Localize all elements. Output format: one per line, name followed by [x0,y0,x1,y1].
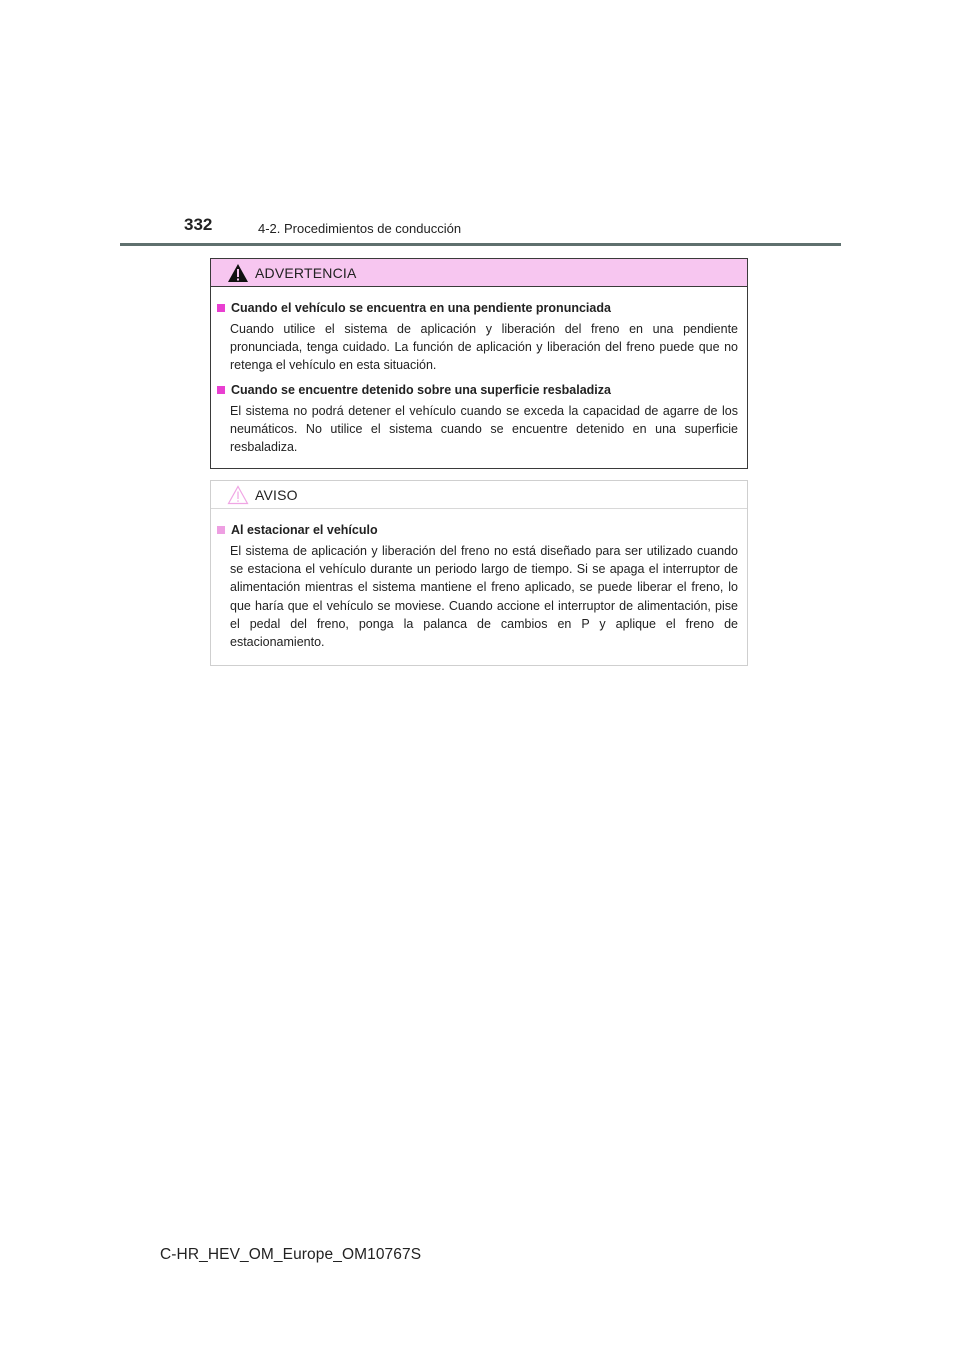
warning-box [210,258,748,469]
notice-body [211,509,747,651]
notice-label: AVISO [255,486,298,503]
warning-label: ADVERTENCIA [255,264,357,281]
notice-item-title: Al estacionar el vehículo [231,523,378,537]
notice-header [211,481,747,509]
notice-item-text: El sistema de aplicación y liberación del freno no está diseñado para ser utilizado cuando se estaciona el vehículo durante un periodo largo de tiempo. Si se apaga el interruptor de alimentación mientras el sistema mantiene el freno aplicado, se puede liberar el freno, lo que haría que el vehículo se moviese. Cuando accione el interruptor de alimentación, pise el pedal del freno, ponga la palanca de cambios en P y aplique el freno de estacionamiento. [230,544,738,650]
notice-item [217,521,738,651]
footer-doc-id: C-HR_HEV_OM_Europe_OM10767S [160,1246,422,1263]
warning-body [211,287,747,456]
header-rule [120,243,841,246]
square-bullet-icon [217,526,225,534]
square-bullet-icon [217,304,225,312]
warning-header [211,259,747,287]
warning-item [217,299,738,375]
square-bullet-icon [217,386,225,394]
warning-item-title: Cuando se encuentre detenido sobre una superficie resbaladiza [231,382,611,397]
page-number: 332 [184,215,213,234]
notice-box [210,480,748,666]
warning-item-text: El sistema no podrá detener el vehículo cuando se exceda la capacidad de agarre de los neumáticos. No utilice el sistema cuando se encuentre detenido en una superficie resbaladiza. [230,403,738,455]
section-title: 4-2. Procedimientos de conducción [258,221,462,236]
warning-item [217,381,738,457]
warning-triangle-icon [227,263,249,283]
warning-item-title: Cuando el vehículo se encuentra en una pendiente pronunciada [231,301,611,315]
caution-triangle-outline-icon [227,485,249,505]
warning-item-text: Cuando utilice el sistema de aplicación y liberación del freno en una pendiente pronunciada, tenga cuidado. La función de aplicación y liberación del freno puede que no retenga el vehículo en esta situación. [230,322,738,373]
